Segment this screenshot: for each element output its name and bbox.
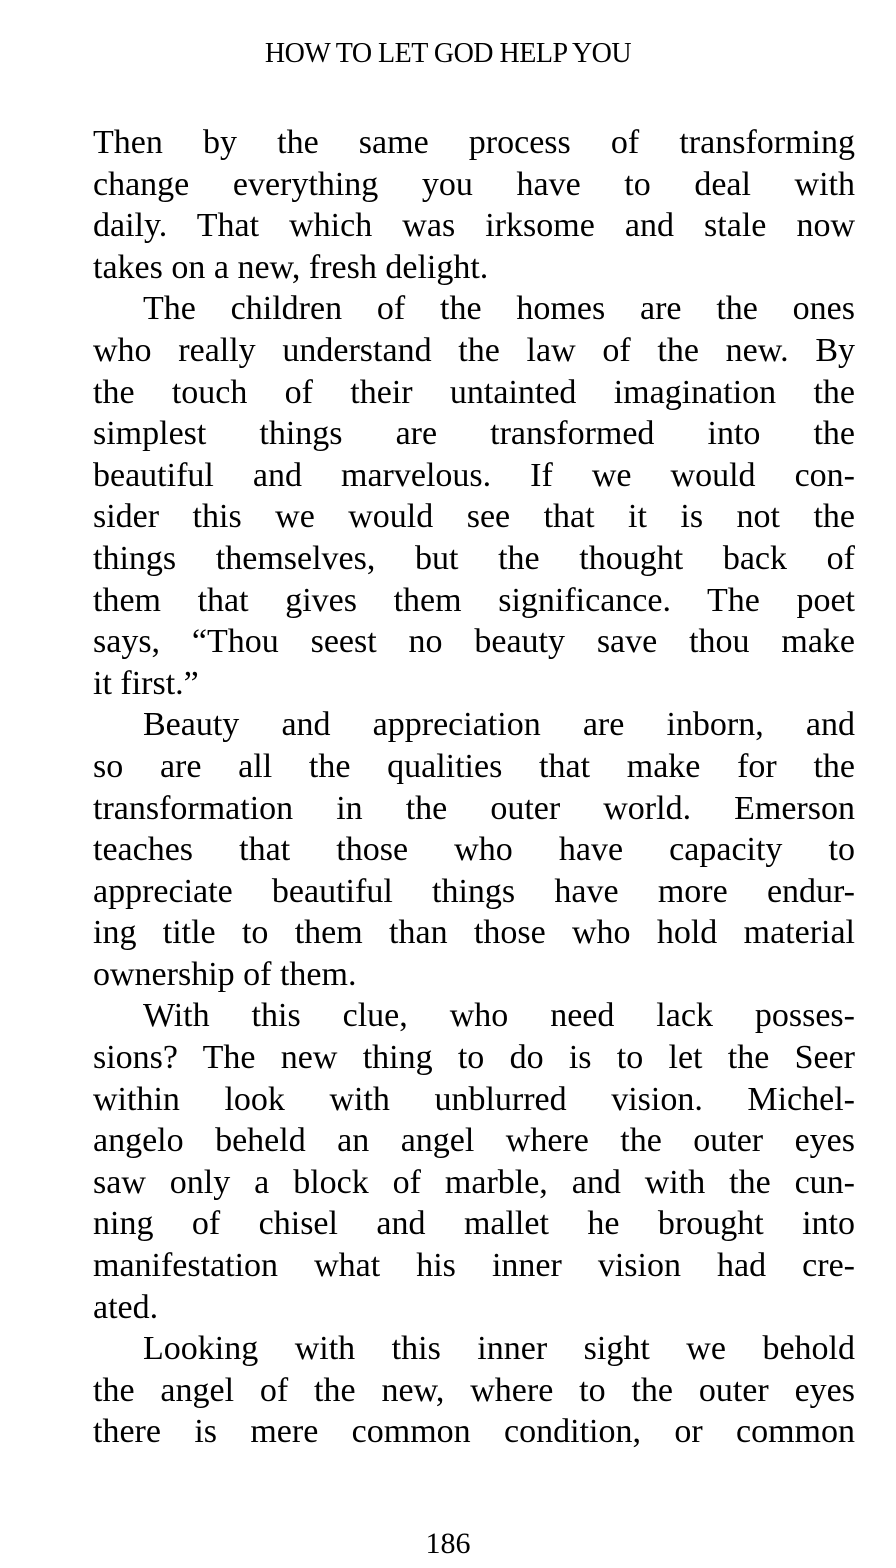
text-line: takes on a new, fresh delight. <box>93 248 489 286</box>
paragraph <box>93 1328 855 1453</box>
text-line: ing title to them than those who hold material <box>93 914 855 952</box>
text-line: teaches that those who have capacity to <box>93 831 855 869</box>
paragraph <box>93 122 855 288</box>
text-line: change everything you have to deal with <box>93 165 855 203</box>
text-line: appreciate beautiful things have more endur- <box>93 872 855 910</box>
text-line: says, “Thou seest no beauty save thou make <box>93 623 855 661</box>
text-line: simplest things are transformed into the <box>93 415 855 453</box>
body-text <box>93 122 855 1453</box>
page-number: 186 <box>425 1527 471 1560</box>
text-line: them that gives them significance. The poet <box>93 581 855 619</box>
text-line: ownership of them. <box>93 955 357 993</box>
paragraph <box>93 288 855 704</box>
text-line: daily. That which was irksome and stale now <box>93 207 855 245</box>
text-line: it first.” <box>93 664 199 702</box>
text-line: Beauty and appreciation are inborn, and <box>143 706 855 744</box>
running-head: HOW TO LET GOD HELP YOU <box>264 38 632 69</box>
text-line: beautiful and marvelous. If we would con- <box>93 456 855 494</box>
text-line: Then by the same process of transforming <box>93 124 855 161</box>
text-line: there is mere common condition, or common <box>93 1413 855 1451</box>
text-line: things themselves, but the thought back of <box>93 539 855 577</box>
text-line: manifestation what his inner vision had cre- <box>93 1247 855 1285</box>
text-line: angelo beheld an angel where the outer eyes <box>93 1122 855 1160</box>
text-line: transformation in the outer world. Emerson <box>93 789 855 827</box>
text-line: within look with unblurred vision. Michel- <box>93 1080 855 1118</box>
text-line: ning of chisel and mallet he brought into <box>93 1205 855 1243</box>
text-line: Looking with this inner sight we behold <box>143 1330 855 1368</box>
text-line: With this clue, who need lack posses- <box>143 997 855 1035</box>
text-line: so are all the qualities that make for the <box>93 747 855 785</box>
text-line: saw only a block of marble, and with the cun- <box>93 1163 855 1201</box>
paragraph <box>93 995 855 1328</box>
paragraph <box>93 704 855 995</box>
text-line: the touch of their untainted imagination the <box>93 373 855 411</box>
text-line: sions? The new thing to do is to let the Seer <box>93 1039 855 1077</box>
text-line: sider this we would see that it is not the <box>93 498 855 536</box>
text-line: ated. <box>93 1288 159 1326</box>
text-line: The children of the homes are the ones <box>143 290 855 328</box>
text-line: the angel of the new, where to the outer eyes <box>93 1371 855 1409</box>
text-line: who really understand the law of the new. By <box>93 331 855 369</box>
